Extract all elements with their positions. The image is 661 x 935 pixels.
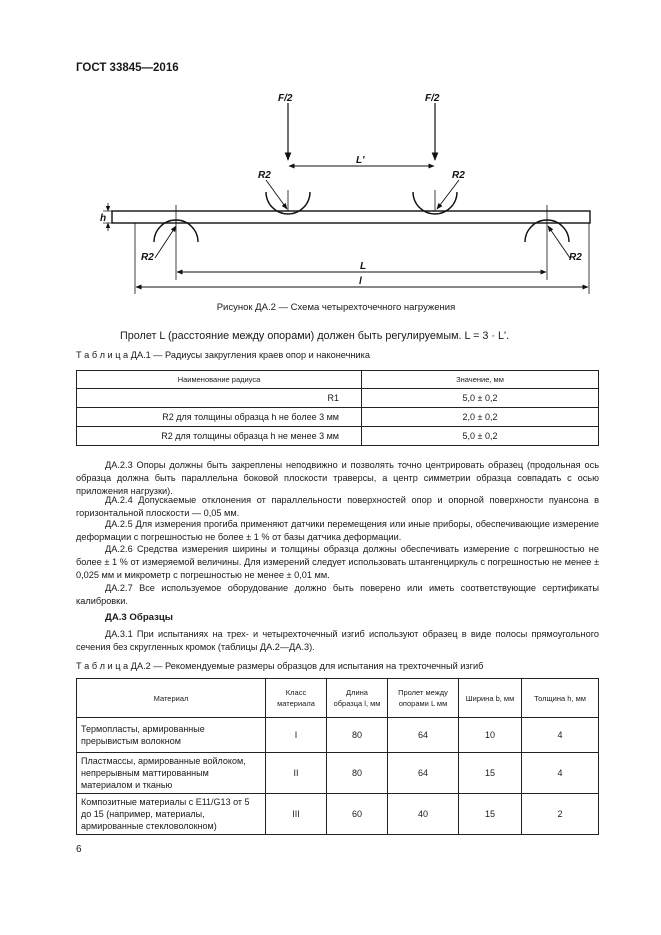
table-cell: 60 [327,794,388,835]
support-radius-right: R2 [569,252,582,263]
paragraph-da-2-7: ДА.2.7 Все используемое оборудование должно быть поверено или иметь соответствующие сертификаты калибровки. [76,583,599,607]
table-cell: 64 [388,718,459,753]
table-cell: 40 [388,794,459,835]
table2-header: Материал [77,679,266,718]
table2-header: Длина образца l, мм [327,679,388,718]
length-label: l [359,276,362,287]
table-cell: 15 [459,794,522,835]
table2-caption: Т а б л и ц а ДА.2 — Рекомендуемые размеры образцов для испытания на трехточечный изгиб [76,661,484,671]
figure-caption: Рисунок ДА.2 — Схема четырехточечного нагружения [216,302,456,313]
paragraph-da-2-4: ДА.2.4 Допускаемые отклонения от параллельности поверхностей опор и опорной поверхности пуансона в горизонтальной плоскости — 0,05 мм. [76,495,599,519]
table1-header: Наименование радиуса [77,371,362,389]
table-cell: 80 [327,753,388,794]
table1-caption: Т а б л и ц а ДА.1 — Радиусы закругления краев опор и наконечника [76,350,370,360]
table-cell: Пластмассы, армированные войлоком, непрерывным маттированным материалом и тканью [77,753,266,794]
table-row [77,753,599,794]
table2-header: Ширина b, мм [459,679,522,718]
table-cell: 64 [388,753,459,794]
support-radius-left: R2 [141,252,154,263]
paragraph-da-2-5: ДА.2.5 Для измерения прогиба применяют датчики перемещения или иные приборы, обеспечивающие измерение деформации с погрешностью не более ± 1 % от базы датчика деформации. [76,519,599,543]
table-cell: R2 для толщины образца h не более 3 мм [77,408,362,427]
table-cell: 10 [459,718,522,753]
table2-header: Класс материала [266,679,327,718]
table-cell: 15 [459,753,522,794]
radius-table [76,370,599,446]
table-cell: Композитные материалы с E11/G13 от 5 до 15 (например, материалы, армированные стекловолокном) [77,794,266,835]
table-cell: 5,0 ± 0,2 [362,427,599,446]
specimen-sizes-table [76,678,599,835]
punch-radius-right: R2 [452,170,465,181]
table-row [77,389,599,408]
table-cell: 5,0 ± 0,2 [362,389,599,408]
table2-header: Пролет между опорами L мм [388,679,459,718]
table-cell: Термопласты, армированные прерывистым волокном [77,718,266,753]
table-row [77,794,599,835]
paragraph-da-2-3: ДА.2.3 Опоры должны быть закреплены неподвижно и позволять точно центрировать образец (продольная ось образца должна быть параллельна боковой плоскости траверсы, а центр симметрии образца совпадать с осью приложения нагрузки). [76,460,599,497]
page-number: 6 [76,844,82,855]
paragraph-da-2-6: ДА.2.6 Средства измерения ширины и толщины образца должны обеспечивать измерение с погрешностью не более ± 1 % от измеряемой величины. Для измерений следует использовать штангенциркуль с погрешностью не менее ± 0,025 мм и микрометр с погрешностью не менее ± 0,01 мм. [76,544,599,581]
table1-header: Значение, мм [362,371,599,389]
table-cell: R2 для толщины образца h не менее 3 мм [77,427,362,446]
table-cell: 80 [327,718,388,753]
table-cell: II [266,753,327,794]
four-point-loading-diagram [0,85,661,300]
table-cell: 4 [522,718,599,753]
table-cell: I [266,718,327,753]
table-cell: 2,0 ± 0,2 [362,408,599,427]
table-row [77,718,599,753]
document-header: ГОСТ 33845—2016 [76,62,179,74]
table-row [77,408,599,427]
section-title: ДА.3 Образцы [105,612,173,623]
paragraph-da-3-1: ДА.3.1 При испытаниях на трех- и четырехточечный изгиб используют образец в виде полосы прямоугольного сечения без скругленных кромок (таблицы ДА.2—ДА.3). [76,629,599,653]
inner-span-label: L' [356,155,365,166]
span-text: Пролет L (расстояние между опорами) должен быть регулируемым. L = 3 · L'. [120,330,510,342]
table-cell: III [266,794,327,835]
thickness-label: h [100,213,107,224]
table-row [77,427,599,446]
load-left-label: F/2 [278,93,293,104]
punch-radius-left: R2 [258,170,271,181]
load-right-label: F/2 [425,93,440,104]
span-label: L [360,261,367,272]
table-cell: 2 [522,794,599,835]
table2-header: Толщина h, мм [522,679,599,718]
table-cell: 4 [522,753,599,794]
table-cell: R1 [77,389,362,408]
